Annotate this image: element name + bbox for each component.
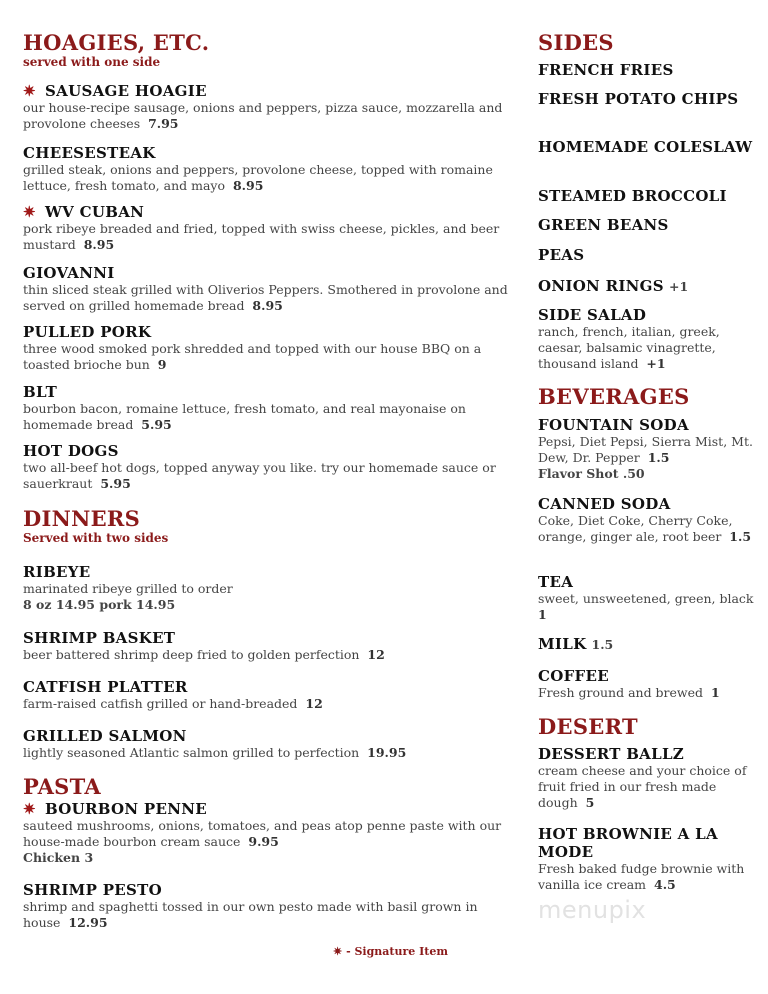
item-price: 1.5 [591, 637, 614, 652]
menu-item-cheesesteak [23, 144, 508, 194]
beverage-item [538, 634, 760, 653]
beverage-item [538, 667, 760, 701]
item-extra: Flavor Shot .50 [538, 466, 645, 481]
item-price: 7.95 [148, 116, 179, 131]
item-desc: Fresh baked fudge brownie with vanilla ice cream [538, 861, 745, 892]
legend-text: - Signature Item [346, 945, 448, 958]
item-desc: cream cheese and your choice of fruit fried in our fresh made dough [538, 763, 747, 810]
item-name: FOUNTAIN SODA [538, 416, 689, 434]
item-desc: three wood smoked pork shredded and topped with our house BBQ on a toasted brioche bun [23, 341, 482, 372]
item-price: 9 [157, 357, 167, 372]
side-item [538, 246, 760, 264]
item-desc: farm-raised catfish grilled or hand-breaded [23, 696, 298, 711]
item-desc: thin sliced steak grilled with Oliverios Peppers. Smothered in provolone and served on grilled homemade bread [23, 282, 508, 313]
item-desc: two all-beef hot dogs, topped anyway you like. try our homemade sauce or sauerkraut [23, 460, 496, 491]
item-price: 1.5 [729, 529, 752, 544]
item-desc: lightly seasoned Atlantic salmon grilled to perfection [23, 745, 360, 760]
item-desc: shrimp and spaghetti tossed in our own pesto made with basil grown in house [23, 899, 478, 930]
dessert-item [538, 745, 760, 811]
beverage-item [538, 416, 760, 482]
item-name: GIOVANNI [23, 264, 115, 282]
item-name: MILK [538, 635, 587, 653]
item-name: BOURBON PENNE [45, 800, 207, 818]
desert-title: DESERT [538, 714, 638, 739]
item-desc: Coke, Diet Coke, Cherry Coke, orange, ginger ale, root beer [538, 513, 733, 544]
dinners-title: DINNERS [23, 506, 141, 531]
item-extra: 8 oz 14.95 pork 14.95 [23, 597, 176, 612]
menu-item-ribeye [23, 563, 508, 613]
hoagies-subtitle: served with one side [23, 55, 161, 69]
item-price: 8.95 [232, 178, 264, 193]
item-desc: beer battered shrimp deep fried to golden perfection [23, 647, 360, 662]
item-price: 5.95 [141, 417, 172, 432]
menu-item-bourbon-penne [23, 800, 508, 866]
item-price: +1 [669, 279, 689, 294]
item-desc: grilled steak, onions and peppers, provolone cheese, topped with romaine lettuce, fresh tomato, and mayo [23, 162, 493, 193]
menu-item-wv-cuban [23, 203, 508, 253]
menu-item-grilled-salmon [23, 727, 508, 761]
menu-item-hot-dogs [23, 442, 508, 492]
item-name: CHEESESTEAK [23, 144, 156, 162]
signature-star-icon: ✷ [23, 82, 36, 100]
side-item [538, 138, 760, 156]
item-name: RIBEYE [23, 563, 91, 581]
item-price: 19.95 [367, 745, 407, 760]
signature-star-icon: ✷ [23, 203, 36, 221]
item-name: COFFEE [538, 667, 609, 685]
side-item [538, 306, 760, 372]
item-desc: pork ribeye breaded and fried, topped with swiss cheese, pickles, and beer mustard [23, 221, 500, 252]
side-item [538, 276, 760, 295]
menu-item-shrimp-pesto [23, 881, 508, 931]
item-name: SIDE SALAD [538, 306, 647, 324]
item-desc: marinated ribeye grilled to order [23, 581, 233, 596]
menupix-watermark: menupix [538, 896, 647, 924]
sides-title: SIDES [538, 30, 614, 55]
item-price: 1.5 [647, 450, 670, 465]
item-price: 1 [710, 685, 720, 700]
item-price: 4.5 [654, 877, 676, 892]
menu-item-pulled-pork [23, 323, 508, 373]
item-name: CANNED SODA [538, 495, 671, 513]
item-desc: Pepsi, Diet Pepsi, Sierra Mist, Mt. Dew, Dr. Pepper [538, 434, 753, 465]
side-item [538, 90, 760, 108]
dessert-item [538, 825, 760, 893]
menu-item-giovanni [23, 264, 508, 314]
item-desc: our house-recipe sausage, onions and peppers, pizza sauce, mozzarella and provolone cheeses [23, 100, 503, 131]
item-name: HOT DOGS [23, 442, 119, 460]
item-name: PULLED PORK [23, 323, 152, 341]
item-price: 8.95 [252, 298, 283, 313]
item-name: ONION RINGS [538, 277, 664, 295]
item-name: BLT [23, 383, 58, 401]
item-price: 8.95 [83, 237, 115, 252]
item-name: FRESH POTATO CHIPS [538, 90, 739, 108]
side-item [538, 216, 760, 234]
signature-legend [333, 945, 448, 958]
item-desc: Fresh ground and brewed [538, 685, 704, 700]
item-name: SAUSAGE HOAGIE [45, 82, 207, 100]
item-desc: sweet, unsweetened, green, black [538, 591, 754, 606]
item-name: STEAMED BROCCOLI [538, 187, 727, 205]
item-price: 5.95 [100, 476, 131, 491]
side-item [538, 187, 760, 205]
pasta-title: PASTA [23, 774, 101, 799]
menu-item-blt [23, 383, 508, 433]
item-price: 12.95 [68, 915, 108, 930]
menu-item-sausage-hoagie [23, 82, 508, 132]
item-name: GRILLED SALMON [23, 727, 187, 745]
menu-item-catfish-platter [23, 678, 508, 712]
item-price: 5 [585, 795, 595, 810]
item-price: 1 [538, 607, 547, 622]
item-name: SHRIMP BASKET [23, 629, 176, 647]
item-price: 9.95 [248, 834, 279, 849]
item-name: HOT BROWNIE A LA MODE [538, 825, 718, 861]
beverage-item [538, 495, 760, 545]
signature-star-icon: ✷ [333, 945, 343, 958]
item-name: SHRIMP PESTO [23, 881, 162, 899]
hoagies-title: HOAGIES, ETC. [23, 30, 210, 55]
item-name: CATFISH PLATTER [23, 678, 188, 696]
item-price: 12 [367, 647, 385, 662]
item-name: PEAS [538, 246, 585, 264]
item-name: HOMEMADE COLESLAW [538, 138, 753, 156]
item-desc: sauteed mushrooms, onions, tomatoes, and peas atop penne paste with our house-made bourbon cream sauce [23, 818, 502, 849]
side-item [538, 61, 760, 79]
item-name: TEA [538, 573, 574, 591]
item-desc: ranch, french, italian, greek, caesar, balsamic vinagrette, thousand island [538, 324, 720, 371]
item-desc: bourbon bacon, romaine lettuce, fresh tomato, and real mayonaise on homemade bread [23, 401, 466, 432]
signature-star-icon: ✷ [23, 800, 36, 818]
item-name: DESSERT BALLZ [538, 745, 685, 763]
dinners-subtitle: Served with two sides [23, 531, 169, 545]
item-extra: Chicken 3 [23, 850, 94, 865]
item-name: WV CUBAN [45, 203, 145, 221]
item-name: FRENCH FRIES [538, 61, 674, 79]
item-price: 12 [305, 696, 323, 711]
beverage-item [538, 573, 760, 623]
beverages-title: BEVERAGES [538, 384, 690, 409]
menu-item-shrimp-basket [23, 629, 508, 663]
item-price: +1 [646, 356, 666, 371]
item-name: GREEN BEANS [538, 216, 669, 234]
